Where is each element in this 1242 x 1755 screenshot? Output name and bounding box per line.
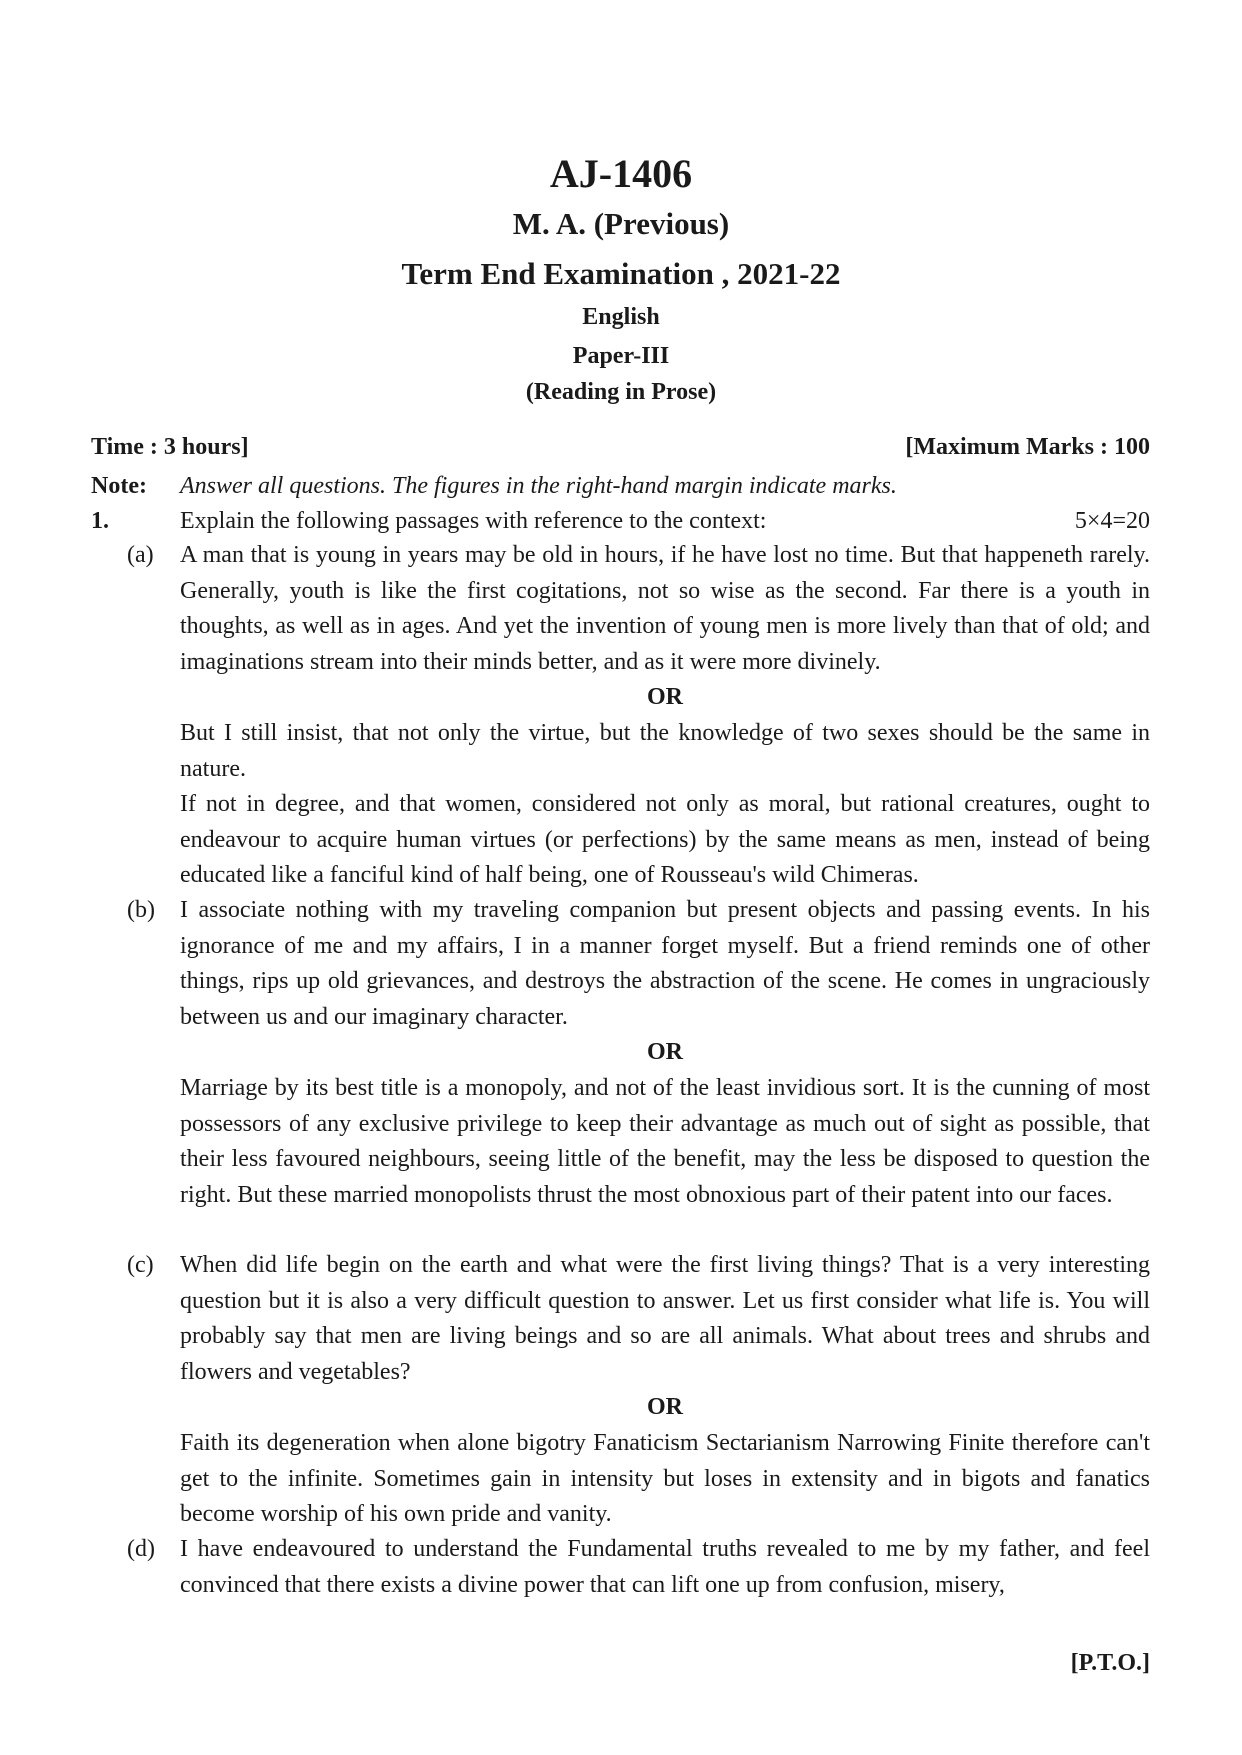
part-label-c: (c) (127, 1252, 154, 1278)
paper-code: AJ-1406 (549, 151, 693, 196)
part-label-b: (b) (127, 897, 155, 923)
question-marks: 5×4=20 (1074, 508, 1150, 534)
paper-title: (Reading in Prose) (525, 379, 717, 405)
passage-b: I associate nothing with my traveling companion but present objects and passing events. In his ignorance of me and my affairs, I in a manner forget myself. But a friend reminds one of other things, rips up old grievances, and destroys the abstraction of the scene. He comes in ungraciously between us and our imaginary character. (180, 897, 1150, 1030)
exam-title: Term End Examination , 2021-22 (401, 256, 841, 291)
passage-b-alt: Marriage by its best title is a monopoly, and not of the least invidious sort. It is the cunning of most possessors of any exclusive privilege to keep their advantage as much out of sight as possible, that their less favoured neighbours, seeing little of the benefit, may the less be disposed to question the right. But these married monopolists thrust the most obnoxious part of their patent into our faces. (180, 1075, 1150, 1208)
passage-d: I have endeavoured to understand the Fundamental truths revealed to me by my father, and feel convinced that there exists a divine power that can lift one up from confusion, misery, (180, 1536, 1150, 1598)
question-number: 1. (91, 508, 109, 534)
passage-a: A man that is young in years may be old in hours, if he have lost no time. But that happeneth rarely. Generally, youth is like the first cogitations, not so wise as the second. Far there is a youth in thoughts, as well as in ages. And yet the invention of young men is more lively than that of old; and imaginations stream into their minds better, and as it were more divinely. (180, 542, 1150, 675)
question-instruction: Explain the following passages with reference to the context: (180, 508, 767, 534)
or-separator: OR (647, 1039, 683, 1065)
degree-title: M. A. (Previous) (512, 206, 730, 241)
part-label-d: (d) (127, 1536, 155, 1562)
maximum-marks: [Maximum Marks : 100 (905, 434, 1150, 460)
please-turn-over: [P.T.O.] (1070, 1650, 1150, 1676)
time-allowed: Time : 3 hours] (91, 434, 249, 460)
passage-c-alt: Faith its degeneration when alone bigotry Fanaticism Sectarianism Narrowing Finite therefore can't get to the infinite. Sometimes gain in intensity but loses in extensity and in bigots and fanatics become worship of his own pride and vanity. (180, 1430, 1150, 1527)
or-separator: OR (647, 1394, 683, 1420)
or-separator: OR (647, 684, 683, 710)
passage-a-alt-1: But I still insist, that not only the virtue, but the knowledge of two sexes should be the same in nature. (180, 720, 1150, 782)
paper-number: Paper-III (572, 343, 670, 369)
part-label-a: (a) (127, 542, 154, 568)
passage-a-alt-2: If not in degree, and that women, considered not only as moral, but rational creatures, ought to endeavour to acquire human virtues (or perfections) by the same means as men, instead of being educated like a fanciful kind of half being, one of Rousseau's wild Chimeras. (180, 791, 1150, 888)
note-label: Note: (91, 473, 147, 499)
note-text: Answer all questions. The figures in the right-hand margin indicate marks. (180, 473, 897, 499)
subject-title: English (582, 304, 660, 330)
passage-c: When did life begin on the earth and what were the first living things? That is a very interesting question but it is also a very difficult question to answer. Let us first consider what life is. You will probably say that men are living beings and so are all animals. What about trees and shrubs and flowers and vegetables? (180, 1252, 1150, 1385)
